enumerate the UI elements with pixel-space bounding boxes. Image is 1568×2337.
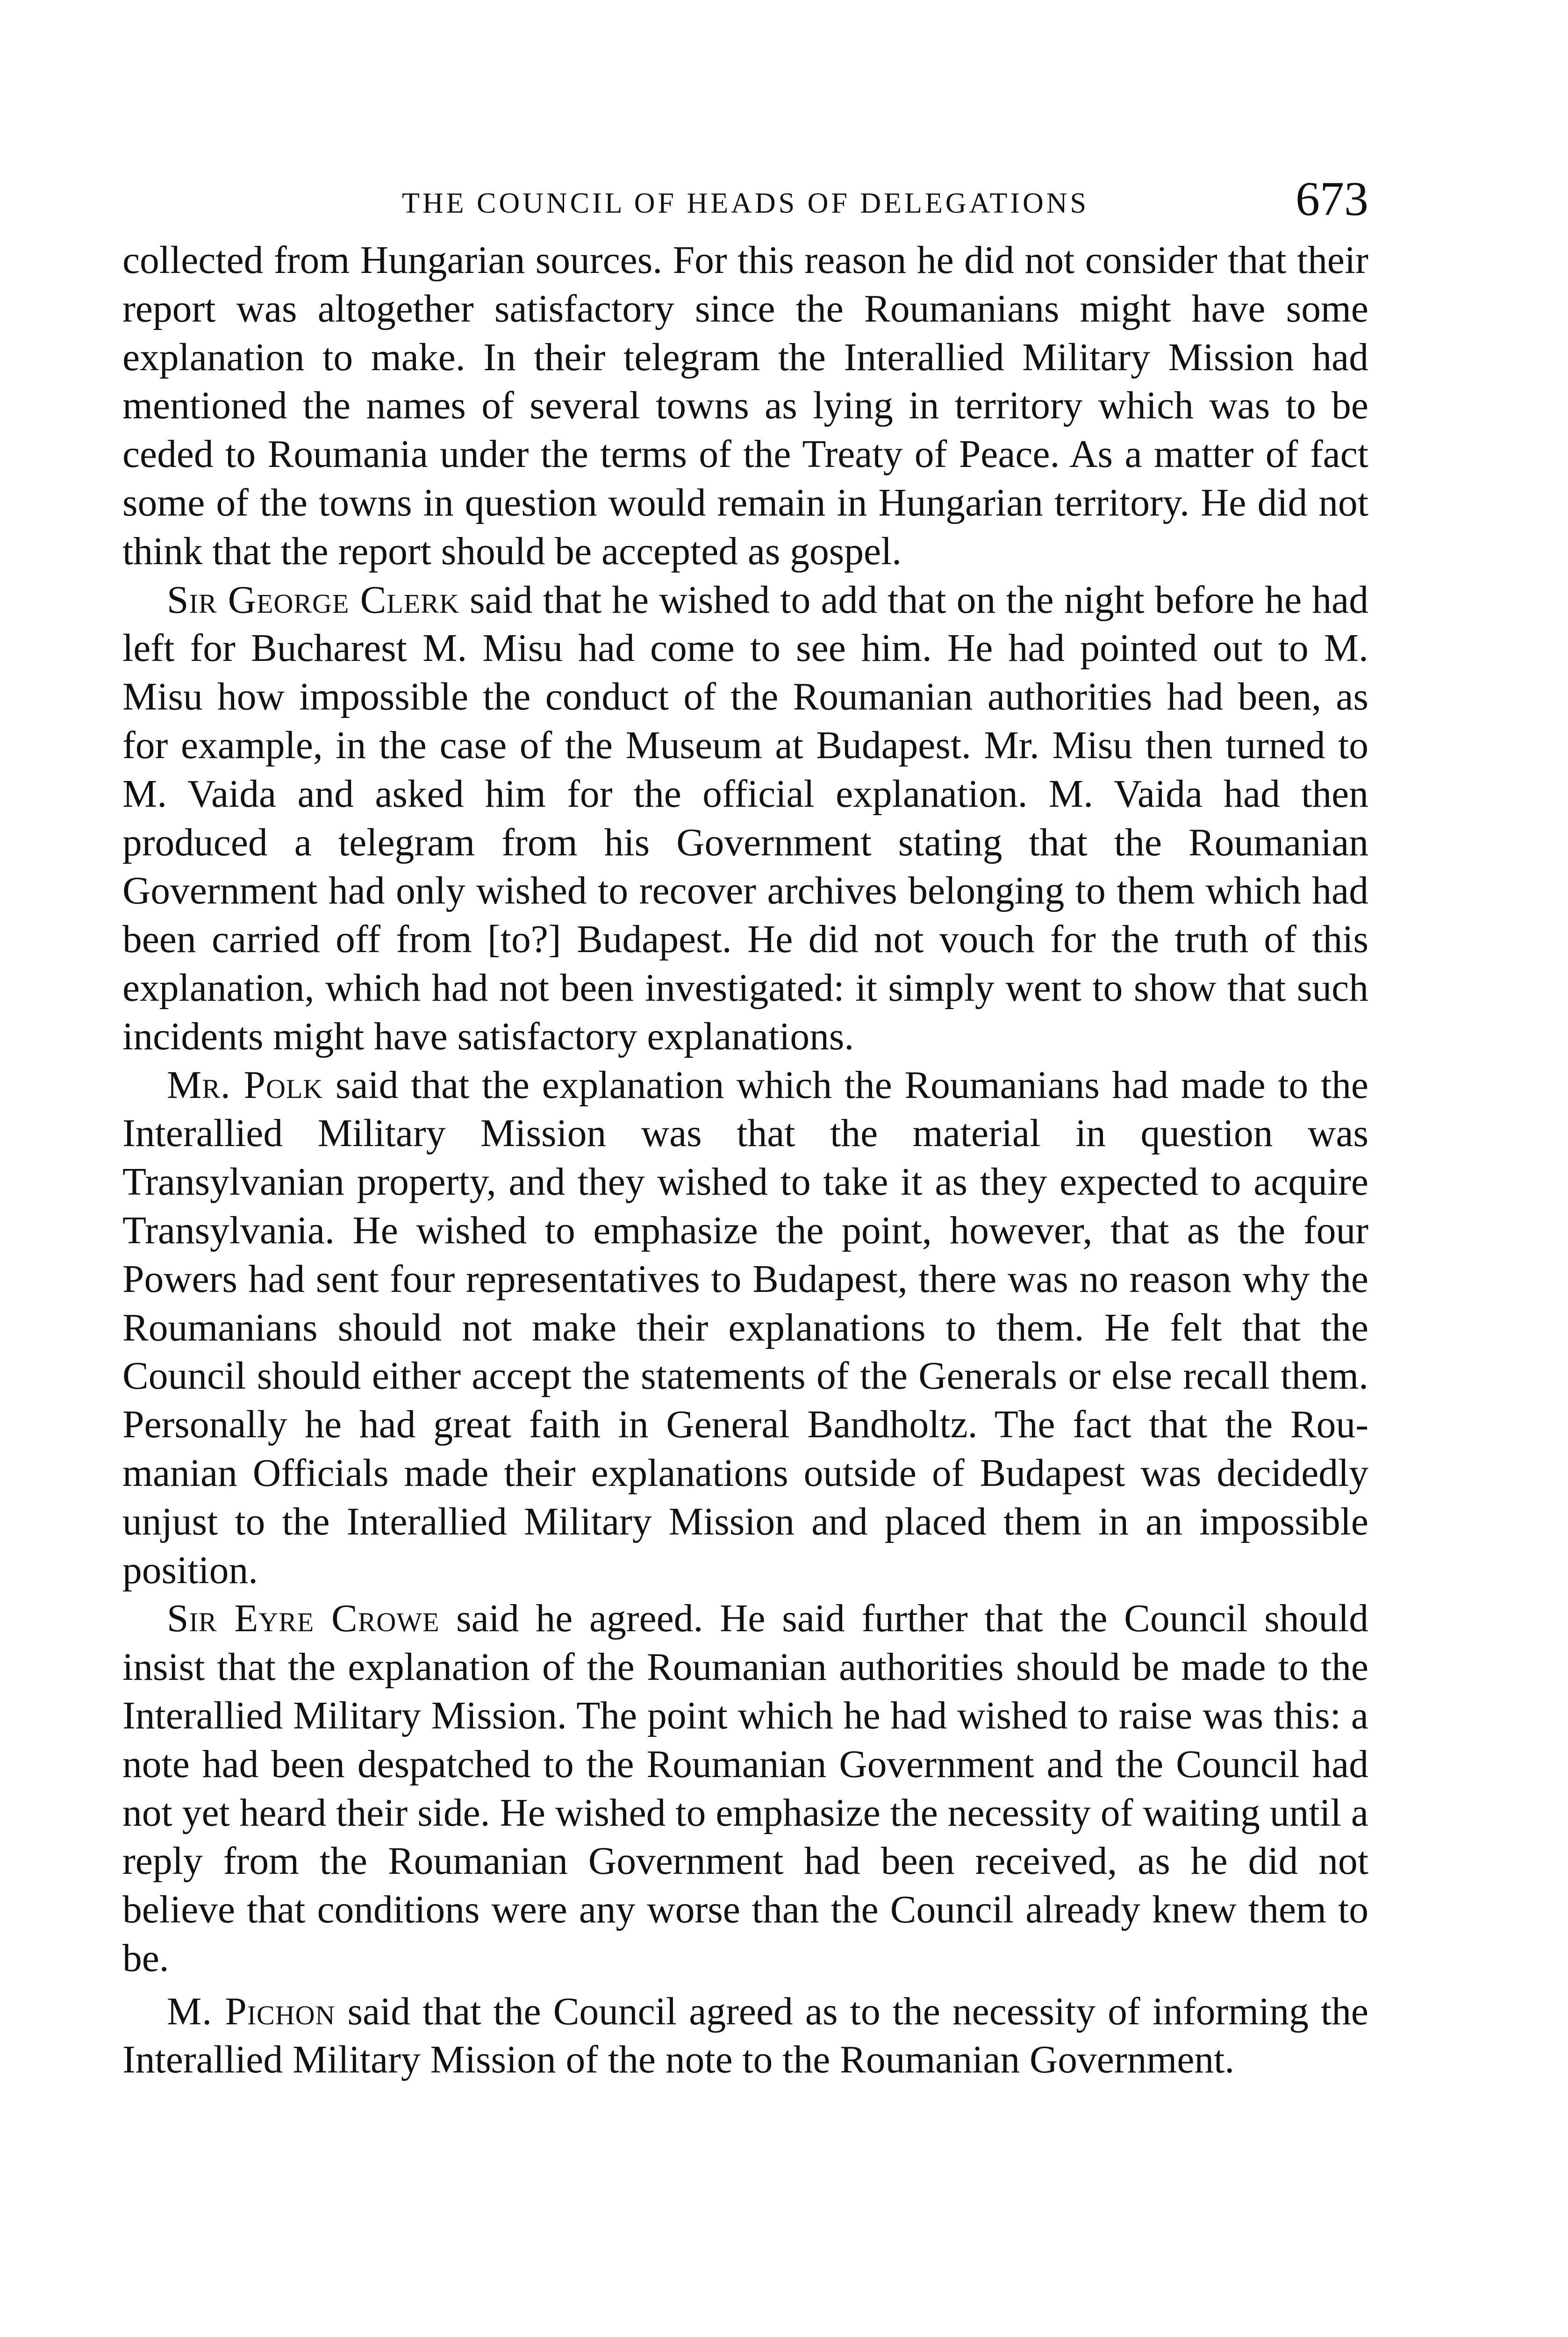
- paragraph-continuation: [122, 237, 1368, 576]
- paragraph-text: said that he wished to add that on the night before he had left for Bucharest M. Misu had come to see him. He had pointed out to M. Misu how impossible the conduct of the Roumanian authorities had been, as for example, in the case of the Museum at Budapest. Mr. Misu then turned to M. Vaida and asked him for the official explanation. M. Vaida had then produced a telegram from his Government stating that the Roumanian Government had only wished to recover archives belonging to them which had been carried off from [to?] Budapest. He did not vouch for the truth of this explanation, which had not been investigated: it simply went to show that such incidents might have satisfactory explanations.: [122, 578, 1368, 1058]
- running-head: [122, 168, 1368, 229]
- paragraph-polk: [122, 1061, 1368, 1595]
- paragraph-text: said that the explanation which the Roumanians had made to the Interallied Military Mission was that the material in question was Transylvanian property, and they wished to take it as they expected to acquire Transylvania. He wished to emphasize the point, however, that as the four Powers had sent four representatives to Budapest, there was no reason why the Roumanians should not make their explanations to them. He felt that the Council should either accept the statements of the Generals or else recall them. Personally he had great faith in General Bandholtz. The fact that the Roumanian Officials made their explanations outside of Budapest was decidedly unjust to the Interallied Military Mission and placed them in an impossible position.: [122, 1063, 1368, 1592]
- speaker-name: Sir Eyre Crowe: [167, 1597, 440, 1641]
- paragraph-text: said he agreed. He said further that the Council should insist that the explanation of the Roumanian authorities should be made to the Interallied Military Mission. The point which he had wished to raise was this: a note had been despatched to the Roumanian Government and the Council had not yet heard their side. He wished to emphasize the necessity of waiting until a reply from the Roumanian Government had been received, as he did not believe that conditions were any worse than the Council already knew them to be.: [122, 1597, 1369, 1980]
- page-number: 673: [1296, 172, 1368, 226]
- paragraph-pichon: [122, 1988, 1368, 2085]
- document-page: [122, 168, 1368, 2085]
- speaker-name: Mr. Polk: [167, 1063, 323, 1107]
- speaker-name: Sir George Clerk: [167, 578, 459, 622]
- paragraph-text: collected from Hungarian sources. For this reason he did not consider that their report was altogether satisfactory since the Roumanians might have some explanation to make. In their telegram the Interallied Military Mission had mentioned the names of several towns as lying in territory which was to be ceded to Roumania under the terms of the Treaty of Peace. As a matter of fact some of the towns in question would remain in Hungarian territory. He did not think that the report should be accepted as gospel.: [122, 239, 1368, 573]
- paragraph-crowe: [122, 1595, 1368, 1983]
- paragraph-text: said that the Council agreed as to the necessity of informing the Interallied Military Mission of the note to the Roumanian Government.: [122, 1990, 1368, 2082]
- paragraph-clerk: [122, 576, 1368, 1061]
- running-title: THE COUNCIL OF HEADS OF DELEGATIONS: [401, 187, 1089, 219]
- speaker-name: M. Pichon: [167, 1990, 336, 2033]
